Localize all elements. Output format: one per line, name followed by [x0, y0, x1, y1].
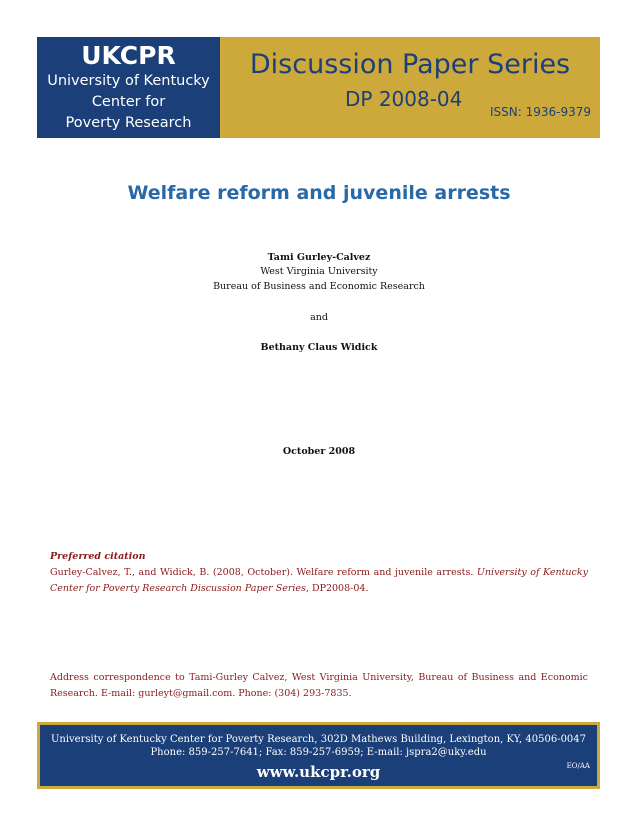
correspondence-address: Address correspondence to Tami-Gurley Calvez, West Virginia University, Bureau of Business and Economic Research. E-mail: gurleyt@gmail.com. Phone: (304) 293-7835. [50, 672, 588, 699]
preferred-citation-label: Preferred citation [50, 551, 146, 562]
citation-prefix: Gurley-Calvez, T., and Widick, B. (2008, October). Welfare reform and juvenile arrests. [50, 567, 477, 578]
paper-title: Welfare reform and juvenile arrests [127, 182, 511, 204]
issn: ISSN: 1936-9379 [489, 105, 591, 119]
org-name-line3: Poverty Research [65, 115, 192, 131]
author-1-affiliation-line2: Bureau of Business and Economic Research [213, 281, 425, 292]
author-1-affiliation-line1: West Virginia University [260, 266, 378, 277]
org-name-line2: Center for [91, 94, 166, 110]
citation-suffix: , DP2008-04. [305, 583, 369, 594]
ukcpr-acronym: UKCPR [81, 41, 176, 70]
header-banner [37, 37, 600, 138]
author-1: Tami Gurley-Calvez [267, 252, 371, 263]
footer-banner [37, 722, 600, 789]
footer-contact: Phone: 859-257-7641; Fax: 859-257-6959; E-mail: jspra2@uky.edu [150, 747, 487, 758]
eo-aa-notice: EO/AA [566, 762, 590, 770]
citation-series: University of Kentucky Center for Poverty Research Discussion Paper Series [50, 567, 588, 594]
footer-address: University of Kentucky Center for Poverty Research, 302D Mathews Building, Lexington, KY, 40506-0047 [50, 734, 587, 745]
ukcpr-logo-block [37, 37, 220, 138]
series-title: Discussion Paper Series [249, 49, 571, 80]
series-block [220, 37, 600, 138]
publication-date: October 2008 [282, 446, 356, 457]
author-2: Bethany Claus Widick [260, 342, 378, 353]
author-conjunction: and [310, 312, 328, 323]
dp-number: DP 2008-04 [345, 87, 463, 111]
citation-text [50, 565, 588, 597]
org-name-line1: University of Kentucky [47, 73, 210, 89]
footer-url-link[interactable]: www.ukcpr.org [256, 763, 381, 781]
